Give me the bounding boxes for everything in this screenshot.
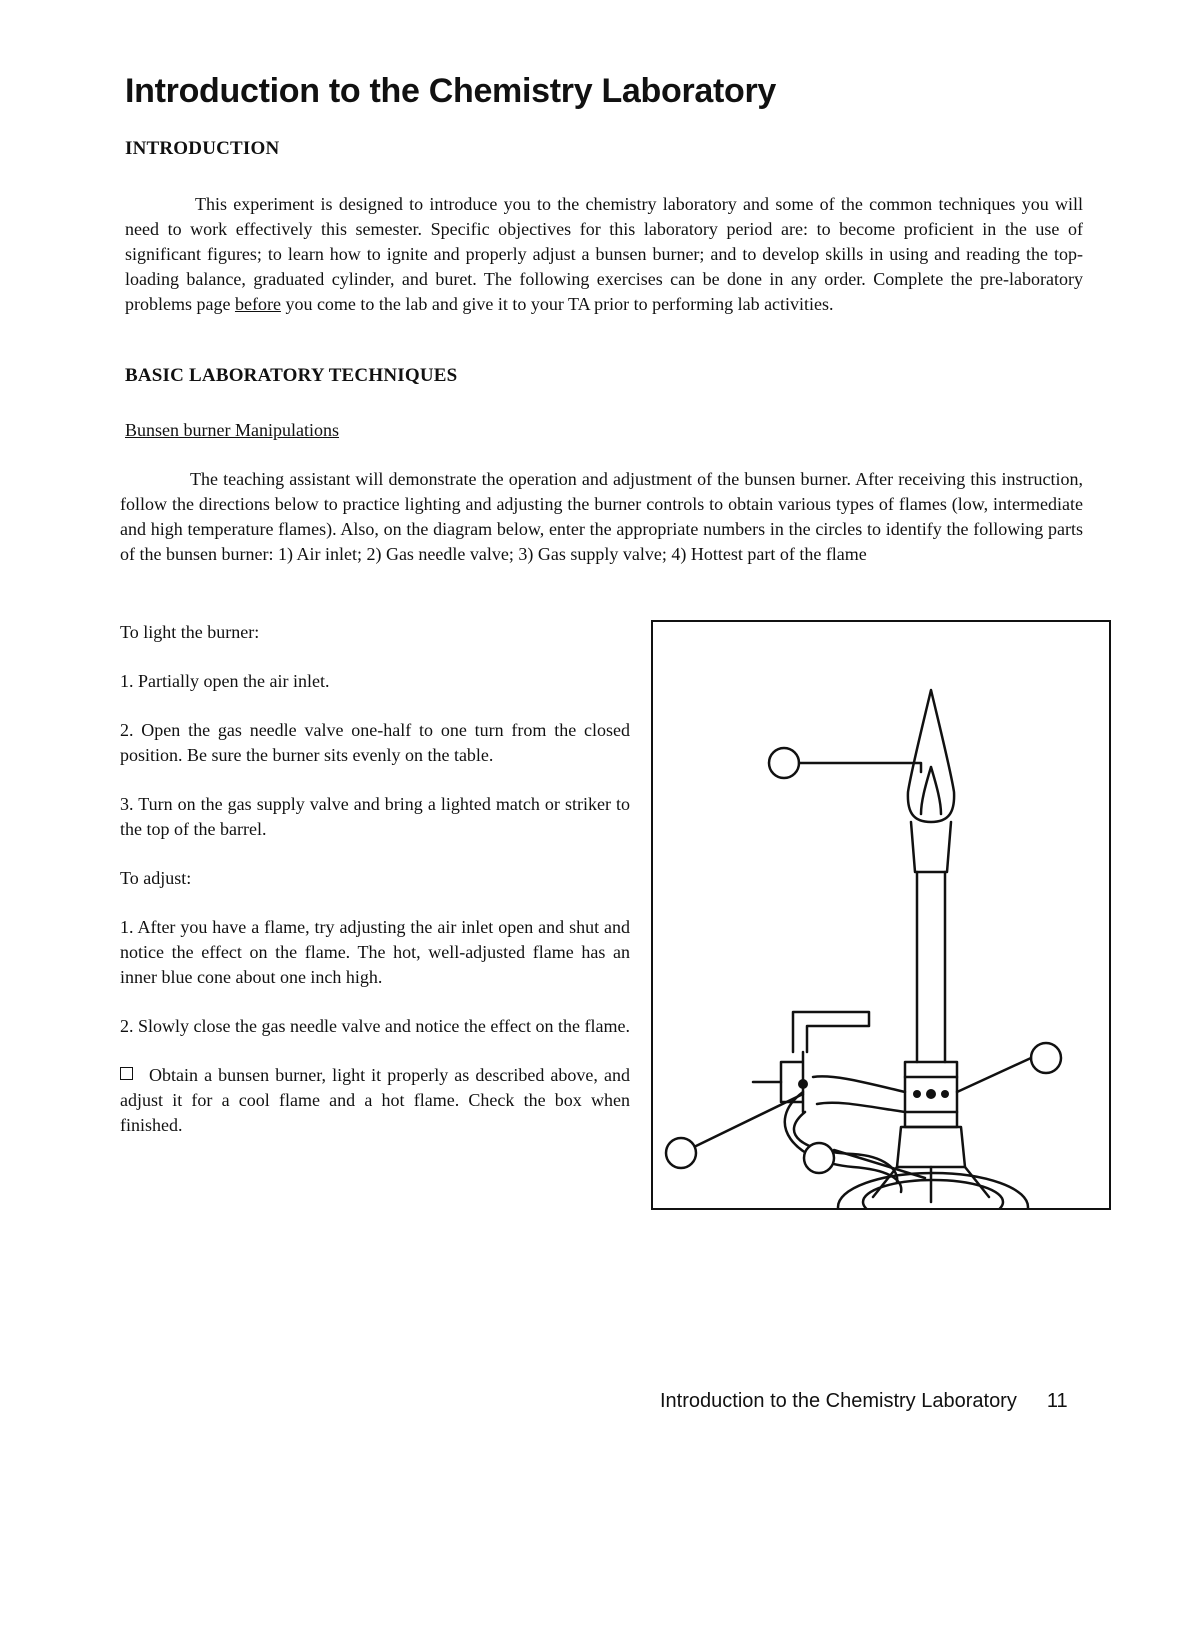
task-text: Obtain a bunsen burner, light it properly as described above, and adjust it for a cool flame and a hot flame. Check the box when finished. xyxy=(120,1065,630,1135)
techniques-paragraph: The teaching assistant will demonstrate the operation and adjustment of the bunsen burner. After receiving this instruction, follow the directions below to practice lighting and adjusting the burner controls to obtain various types of flames (low, intermediate and high temperature flames). Also, on the diagram below, enter the appropriate numbers in the circles to identify the following parts of the bunsen burner: 1) Air inlet; 2) Gas needle valve; 3) Gas supply valve; 4) Hottest part of the flame xyxy=(120,469,1083,564)
page-footer xyxy=(660,1390,1068,1413)
intro-emphasis: before xyxy=(234,294,281,314)
adjusting-step-1: 1. After you have a flame, try adjusting the air inlet open and shut and notice the effect on the flame. The hot, well-adjusted flame has an inner blue cone about one inch high. xyxy=(120,917,630,987)
bunsen-burner-diagram xyxy=(651,620,1111,1210)
base-plate xyxy=(838,1173,1028,1208)
barrel-top xyxy=(911,822,951,872)
flame-inner-cone xyxy=(921,767,941,814)
leader-line-flame xyxy=(799,763,921,772)
intro-heading: INTRODUCTION xyxy=(125,138,280,159)
footer-title: Introduction to the Chemistry Laboratory xyxy=(660,1390,1017,1412)
gas-supply-handle xyxy=(793,1012,869,1052)
lighting-step-1: 1. Partially open the air inlet. xyxy=(120,671,330,691)
burner-base-column xyxy=(897,1127,965,1167)
intro-paragraph xyxy=(125,192,1083,317)
lighting-heading: To light the burner: xyxy=(120,622,260,642)
adjusting-heading: To adjust: xyxy=(120,868,192,888)
leader-line-needle-valve xyxy=(834,1150,925,1178)
label-circle-air-inlet[interactable] xyxy=(1031,1043,1061,1073)
label-circle-flame[interactable] xyxy=(769,748,799,778)
label-circle-needle-valve[interactable] xyxy=(804,1143,834,1173)
leader-line-gas-supply xyxy=(696,1094,803,1146)
gas-inlet-tube xyxy=(813,1076,905,1092)
bunsen-subheading: Bunsen burner Manipulations xyxy=(125,420,339,440)
intro-text-2: you come to the lab and give it to your TA prior to performing lab activities. xyxy=(280,294,834,314)
page-title: Introduction to the Chemistry Laboratory xyxy=(125,72,777,110)
label-circle-gas-supply[interactable] xyxy=(666,1138,696,1168)
lighting-step-3: 3. Turn on the gas supply valve and bring a lighted match or striker to the top of the barrel. xyxy=(120,794,630,839)
barrel-tube xyxy=(917,872,945,1062)
page-number: 11 xyxy=(1046,1390,1068,1412)
flame-outer xyxy=(908,690,954,822)
task-item xyxy=(120,1063,630,1138)
lighting-step-2: 2. Open the gas needle valve one-half to one turn from the closed position. Be sure the burner sits evenly on the table. xyxy=(120,720,630,765)
leader-line-air-inlet xyxy=(957,1058,1031,1092)
adjusting-step-2: 2. Slowly close the gas needle valve and notice the effect on the flame. xyxy=(120,1016,630,1036)
instructions-column xyxy=(120,620,630,1162)
intro-text-1: This experiment is designed to introduce you to the chemistry laboratory and some of the common techniques you will need to work effectively this semester. Specific objectives for this laboratory period are: to become proficient in the use of significant figures; to learn how to ignite and properly adjust a bunsen burner; and to develop skills in using and reading the top-loading balance, graduated cylinder, and buret. The following exercises can be done in any order. Complete the pre-laboratory problems page xyxy=(125,194,1083,314)
techniques-heading: BASIC LABORATORY TECHNIQUES xyxy=(125,365,458,386)
task-checkbox[interactable] xyxy=(120,1067,133,1080)
bunsen-burner-illustration xyxy=(653,622,1109,1208)
